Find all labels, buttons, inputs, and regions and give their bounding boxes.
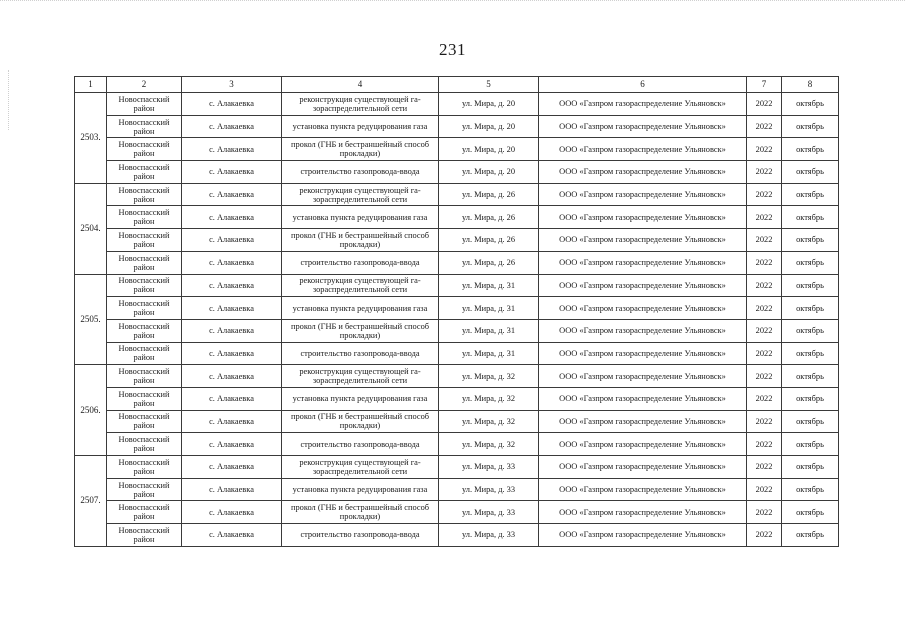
column-header: 3 <box>182 77 282 93</box>
table-row <box>75 251 839 274</box>
address-cell: ул. Мира, д. 26 <box>439 251 539 274</box>
month-cell: октябрь <box>782 342 839 365</box>
year-cell: 2022 <box>747 524 782 547</box>
table-row <box>75 433 839 456</box>
month-cell: октябрь <box>782 138 839 161</box>
locality-cell: с. Алакаевка <box>182 456 282 479</box>
organization-cell: ООО «Газпром газораспределение Ульяновск» <box>539 410 747 433</box>
organization-cell: ООО «Газпром газораспределение Ульяновск» <box>539 501 747 524</box>
table-row <box>75 138 839 161</box>
address-cell: ул. Мира, д. 31 <box>439 297 539 320</box>
work-type-cell: строительство газопровода-ввода <box>282 342 439 365</box>
work-type-cell: установка пункта редуцирования газа <box>282 387 439 410</box>
address-cell: ул. Мира, д. 33 <box>439 478 539 501</box>
work-type-cell: реконструкция существующей га-зораспределительной сети <box>282 93 439 116</box>
column-number-row <box>75 77 839 93</box>
year-cell: 2022 <box>747 433 782 456</box>
month-cell: октябрь <box>782 229 839 252</box>
column-header: 5 <box>439 77 539 93</box>
page-number: 231 <box>439 40 466 59</box>
column-header: 7 <box>747 77 782 93</box>
work-type-cell: реконструкция существующей га-зораспределительной сети <box>282 183 439 206</box>
organization-cell: ООО «Газпром газораспределение Ульяновск» <box>539 387 747 410</box>
address-cell: ул. Мира, д. 26 <box>439 183 539 206</box>
table-row <box>75 229 839 252</box>
work-type-cell: установка пункта редуцирования газа <box>282 206 439 229</box>
work-type-cell: установка пункта редуцирования газа <box>282 478 439 501</box>
table-row <box>75 524 839 547</box>
work-type-cell: реконструкция существующей га-зораспределительной сети <box>282 274 439 297</box>
district-cell: Новоспасский район <box>107 206 182 229</box>
organization-cell: ООО «Газпром газораспределение Ульяновск» <box>539 115 747 138</box>
organization-cell: ООО «Газпром газораспределение Ульяновск» <box>539 365 747 388</box>
address-cell: ул. Мира, д. 20 <box>439 93 539 116</box>
district-cell: Новоспасский район <box>107 365 182 388</box>
district-cell: Новоспасский район <box>107 93 182 116</box>
table-row <box>75 387 839 410</box>
address-cell: ул. Мира, д. 31 <box>439 319 539 342</box>
month-cell: октябрь <box>782 115 839 138</box>
column-header: 4 <box>282 77 439 93</box>
scan-edge-mark <box>8 70 10 130</box>
organization-cell: ООО «Газпром газораспределение Ульяновск» <box>539 183 747 206</box>
table-row <box>75 297 839 320</box>
locality-cell: с. Алакаевка <box>182 183 282 206</box>
locality-cell: с. Алакаевка <box>182 93 282 116</box>
address-cell: ул. Мира, д. 26 <box>439 206 539 229</box>
locality-cell: с. Алакаевка <box>182 342 282 365</box>
locality-cell: с. Алакаевка <box>182 274 282 297</box>
month-cell: октябрь <box>782 274 839 297</box>
year-cell: 2022 <box>747 206 782 229</box>
year-cell: 2022 <box>747 501 782 524</box>
organization-cell: ООО «Газпром газораспределение Ульяновск» <box>539 138 747 161</box>
table-row <box>75 183 839 206</box>
month-cell: октябрь <box>782 387 839 410</box>
month-cell: октябрь <box>782 251 839 274</box>
year-cell: 2022 <box>747 342 782 365</box>
address-cell: ул. Мира, д. 20 <box>439 138 539 161</box>
work-type-cell: строительство газопровода-ввода <box>282 524 439 547</box>
address-cell: ул. Мира, д. 33 <box>439 501 539 524</box>
month-cell: октябрь <box>782 433 839 456</box>
table-row <box>75 274 839 297</box>
organization-cell: ООО «Газпром газораспределение Ульяновск» <box>539 456 747 479</box>
year-cell: 2022 <box>747 183 782 206</box>
address-cell: ул. Мира, д. 33 <box>439 524 539 547</box>
month-cell: октябрь <box>782 524 839 547</box>
address-cell: ул. Мира, д. 20 <box>439 115 539 138</box>
work-type-cell: прокол (ГНБ и бестраншейный способ прокладки) <box>282 229 439 252</box>
organization-cell: ООО «Газпром газораспределение Ульяновск» <box>539 161 747 184</box>
table-row <box>75 115 839 138</box>
district-cell: Новоспасский район <box>107 456 182 479</box>
district-cell: Новоспасский район <box>107 319 182 342</box>
month-cell: октябрь <box>782 501 839 524</box>
month-cell: октябрь <box>782 297 839 320</box>
work-type-cell: прокол (ГНБ и бестраншейный способ прокладки) <box>282 138 439 161</box>
locality-cell: с. Алакаевка <box>182 206 282 229</box>
district-cell: Новоспасский район <box>107 251 182 274</box>
organization-cell: ООО «Газпром газораспределение Ульяновск» <box>539 274 747 297</box>
district-cell: Новоспасский район <box>107 297 182 320</box>
district-cell: Новоспасский район <box>107 183 182 206</box>
table-row <box>75 365 839 388</box>
locality-cell: с. Алакаевка <box>182 115 282 138</box>
address-cell: ул. Мира, д. 32 <box>439 387 539 410</box>
locality-cell: с. Алакаевка <box>182 251 282 274</box>
table-row <box>75 319 839 342</box>
column-header: 8 <box>782 77 839 93</box>
locality-cell: с. Алакаевка <box>182 524 282 547</box>
month-cell: октябрь <box>782 183 839 206</box>
table-row <box>75 206 839 229</box>
locality-cell: с. Алакаевка <box>182 319 282 342</box>
month-cell: октябрь <box>782 161 839 184</box>
organization-cell: ООО «Газпром газораспределение Ульяновск» <box>539 206 747 229</box>
table-row <box>75 410 839 433</box>
work-type-cell: установка пункта редуцирования газа <box>282 297 439 320</box>
table-row <box>75 161 839 184</box>
table-row <box>75 456 839 479</box>
district-cell: Новоспасский район <box>107 138 182 161</box>
organization-cell: ООО «Газпром газораспределение Ульяновск» <box>539 297 747 320</box>
locality-cell: с. Алакаевка <box>182 501 282 524</box>
district-cell: Новоспасский район <box>107 115 182 138</box>
group-number-cell: 2505. <box>75 274 107 365</box>
district-cell: Новоспасский район <box>107 342 182 365</box>
locality-cell: с. Алакаевка <box>182 229 282 252</box>
address-cell: ул. Мира, д. 31 <box>439 342 539 365</box>
year-cell: 2022 <box>747 297 782 320</box>
district-cell: Новоспасский район <box>107 478 182 501</box>
locality-cell: с. Алакаевка <box>182 161 282 184</box>
address-cell: ул. Мира, д. 32 <box>439 365 539 388</box>
work-type-cell: строительство газопровода-ввода <box>282 433 439 456</box>
month-cell: октябрь <box>782 365 839 388</box>
work-type-cell: строительство газопровода-ввода <box>282 161 439 184</box>
locality-cell: с. Алакаевка <box>182 433 282 456</box>
year-cell: 2022 <box>747 387 782 410</box>
table-row <box>75 93 839 116</box>
locality-cell: с. Алакаевка <box>182 410 282 433</box>
table-row <box>75 501 839 524</box>
organization-cell: ООО «Газпром газораспределение Ульяновск» <box>539 319 747 342</box>
column-header: 6 <box>539 77 747 93</box>
address-cell: ул. Мира, д. 33 <box>439 456 539 479</box>
work-type-cell: реконструкция существующей га-зораспределительной сети <box>282 365 439 388</box>
group-number-cell: 2506. <box>75 365 107 456</box>
district-cell: Новоспасский район <box>107 524 182 547</box>
work-type-cell: прокол (ГНБ и бестраншейный способ прокладки) <box>282 501 439 524</box>
locality-cell: с. Алакаевка <box>182 478 282 501</box>
organization-cell: ООО «Газпром газораспределение Ульяновск» <box>539 478 747 501</box>
organization-cell: ООО «Газпром газораспределение Ульяновск» <box>539 524 747 547</box>
organization-cell: ООО «Газпром газораспределение Ульяновск» <box>539 229 747 252</box>
year-cell: 2022 <box>747 274 782 297</box>
column-header: 1 <box>75 77 107 93</box>
group-number-cell: 2507. <box>75 456 107 547</box>
table-row <box>75 342 839 365</box>
address-cell: ул. Мира, д. 31 <box>439 274 539 297</box>
organization-cell: ООО «Газпром газораспределение Ульяновск» <box>539 342 747 365</box>
year-cell: 2022 <box>747 365 782 388</box>
work-type-cell: прокол (ГНБ и бестраншейный способ прокладки) <box>282 319 439 342</box>
address-cell: ул. Мира, д. 20 <box>439 161 539 184</box>
month-cell: октябрь <box>782 93 839 116</box>
work-type-cell: реконструкция существующей га-зораспределительной сети <box>282 456 439 479</box>
year-cell: 2022 <box>747 93 782 116</box>
district-cell: Новоспасский район <box>107 410 182 433</box>
work-type-cell: строительство газопровода-ввода <box>282 251 439 274</box>
district-cell: Новоспасский район <box>107 501 182 524</box>
locality-cell: с. Алакаевка <box>182 297 282 320</box>
table-row <box>75 478 839 501</box>
group-number-cell: 2503. <box>75 93 107 184</box>
address-cell: ул. Мира, д. 26 <box>439 229 539 252</box>
district-cell: Новоспасский район <box>107 229 182 252</box>
column-header: 2 <box>107 77 182 93</box>
works-table <box>74 76 839 547</box>
work-type-cell: установка пункта редуцирования газа <box>282 115 439 138</box>
year-cell: 2022 <box>747 251 782 274</box>
month-cell: октябрь <box>782 478 839 501</box>
year-cell: 2022 <box>747 161 782 184</box>
month-cell: октябрь <box>782 206 839 229</box>
locality-cell: с. Алакаевка <box>182 365 282 388</box>
address-cell: ул. Мира, д. 32 <box>439 410 539 433</box>
address-cell: ул. Мира, д. 32 <box>439 433 539 456</box>
work-type-cell: прокол (ГНБ и бестраншейный способ прокладки) <box>282 410 439 433</box>
year-cell: 2022 <box>747 115 782 138</box>
district-cell: Новоспасский район <box>107 274 182 297</box>
district-cell: Новоспасский район <box>107 433 182 456</box>
locality-cell: с. Алакаевка <box>182 387 282 410</box>
year-cell: 2022 <box>747 456 782 479</box>
organization-cell: ООО «Газпром газораспределение Ульяновск» <box>539 93 747 116</box>
year-cell: 2022 <box>747 410 782 433</box>
group-number-cell: 2504. <box>75 183 107 274</box>
year-cell: 2022 <box>747 478 782 501</box>
locality-cell: с. Алакаевка <box>182 138 282 161</box>
year-cell: 2022 <box>747 229 782 252</box>
year-cell: 2022 <box>747 319 782 342</box>
table-body <box>75 93 839 547</box>
year-cell: 2022 <box>747 138 782 161</box>
district-cell: Новоспасский район <box>107 161 182 184</box>
district-cell: Новоспасский район <box>107 387 182 410</box>
month-cell: октябрь <box>782 456 839 479</box>
organization-cell: ООО «Газпром газораспределение Ульяновск» <box>539 433 747 456</box>
organization-cell: ООО «Газпром газораспределение Ульяновск» <box>539 251 747 274</box>
month-cell: октябрь <box>782 319 839 342</box>
scan-noise <box>0 0 905 9</box>
month-cell: октябрь <box>782 410 839 433</box>
